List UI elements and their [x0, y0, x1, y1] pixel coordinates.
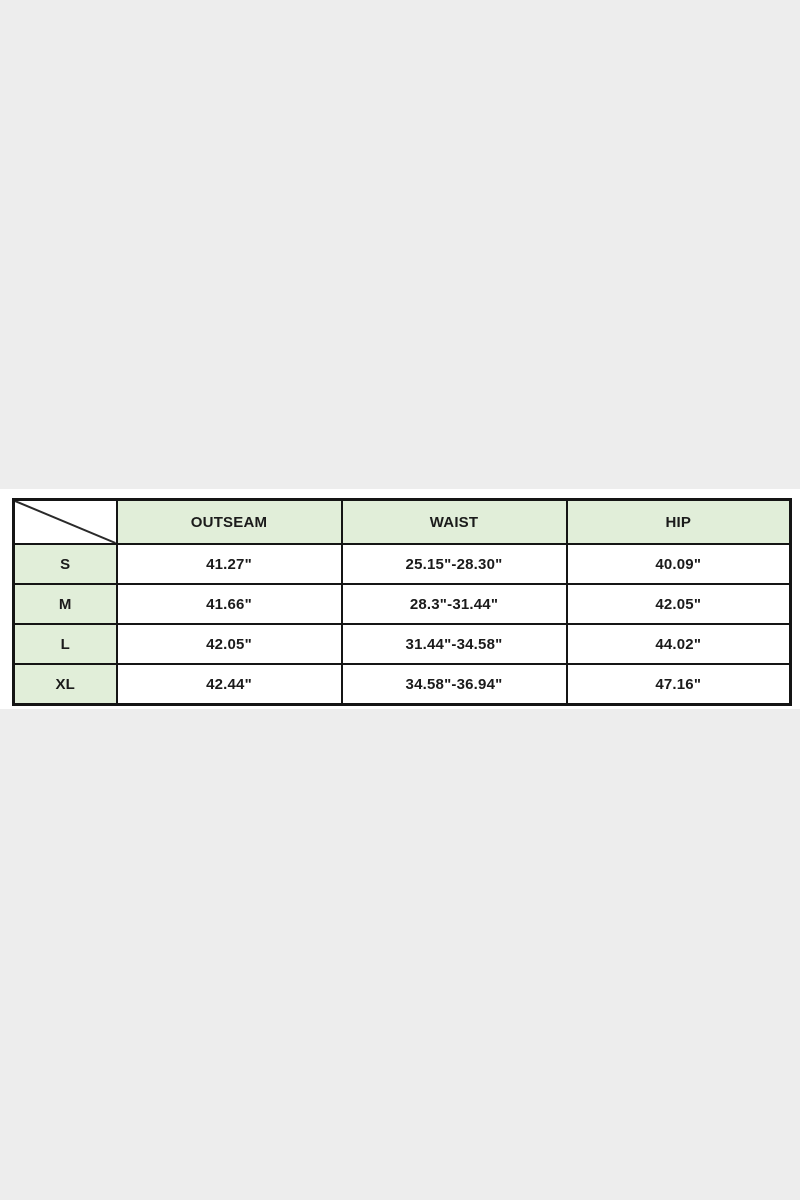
hip-value: 40.09"	[567, 544, 791, 584]
outseam-value: 42.44"	[117, 664, 342, 705]
waist-value: 34.58"-36.94"	[342, 664, 567, 705]
waist-value: 31.44"-34.58"	[342, 624, 567, 664]
column-header-hip: HIP	[567, 500, 791, 545]
column-header-outseam: OUTSEAM	[117, 500, 342, 545]
outseam-value: 41.27"	[117, 544, 342, 584]
size-label: S	[14, 544, 117, 584]
table-row	[14, 624, 791, 664]
size-chart-table	[12, 498, 792, 706]
column-header-waist: WAIST	[342, 500, 567, 545]
hip-value: 47.16"	[567, 664, 791, 705]
table-row	[14, 664, 791, 705]
corner-cell	[14, 500, 117, 545]
table-row	[14, 544, 791, 584]
table-row	[14, 584, 791, 624]
size-chart-band	[0, 489, 800, 709]
hip-value: 42.05"	[567, 584, 791, 624]
waist-value: 28.3"-31.44"	[342, 584, 567, 624]
header-row	[14, 500, 791, 545]
waist-value: 25.15"-28.30"	[342, 544, 567, 584]
size-label: L	[14, 624, 117, 664]
outseam-value: 42.05"	[117, 624, 342, 664]
size-label: XL	[14, 664, 117, 705]
size-label: M	[14, 584, 117, 624]
outseam-value: 41.66"	[117, 584, 342, 624]
hip-value: 44.02"	[567, 624, 791, 664]
